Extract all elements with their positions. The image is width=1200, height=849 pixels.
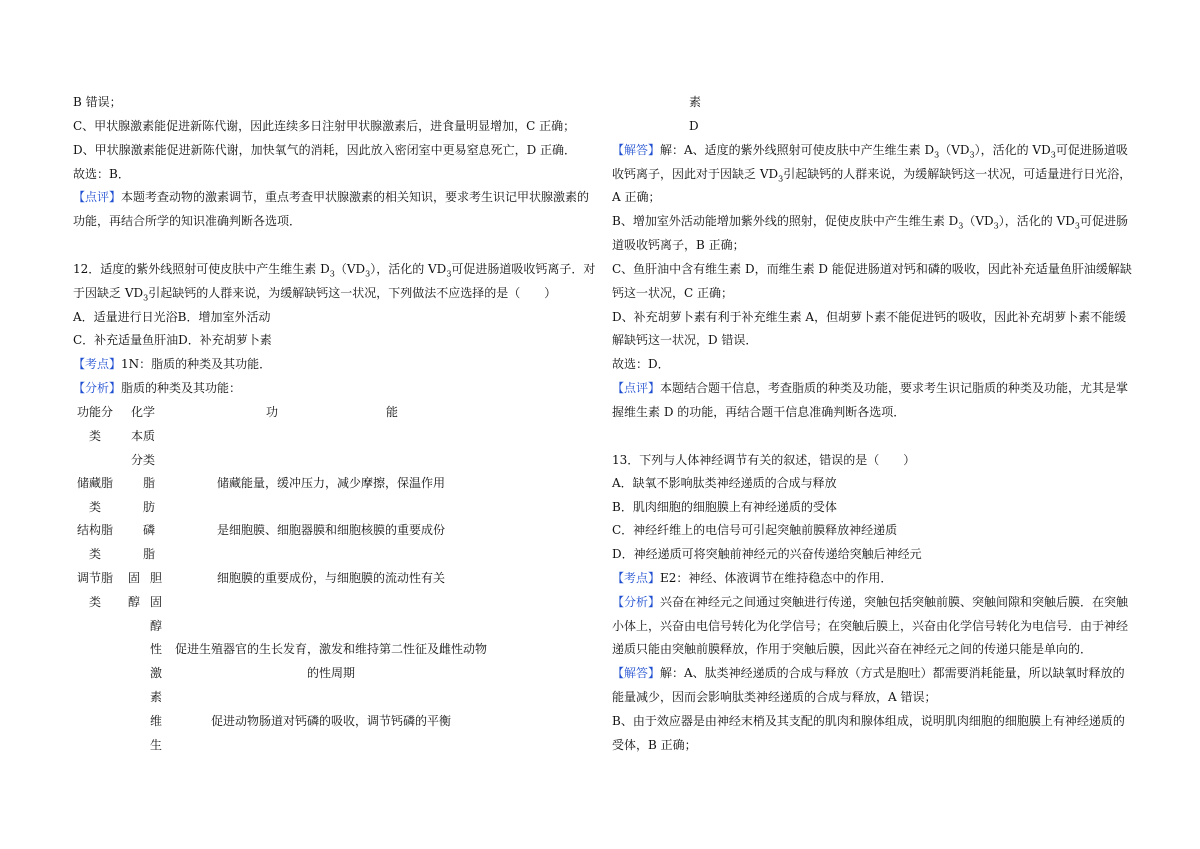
table-header-chemical: 化学 bbox=[131, 405, 156, 419]
prev-line-4: 故选：B． bbox=[73, 167, 130, 181]
jieda-13-line-4: 受体，B 正确； bbox=[612, 738, 697, 752]
jieda-12-line-4: B、增加室外活动能增加紫外线的照射，促使皮肤中产生维生素 $D_3(VD_3)$，活化的 $VD_3$可促进肠 bbox=[612, 214, 1128, 231]
question-13-option-c: C．神经纤维上的电信号可引起突触前膜释放神经递质 bbox=[612, 523, 898, 537]
table-row-sex-hormone: 性 bbox=[150, 642, 163, 656]
document-page: B 错误； C、甲状腺激素能促进新陈代谢，因此连续多日注射甲状腺激素后，进食量明显增加，C 正确； D、甲状腺激素能促进新陈代谢，加快氧气的消耗，因此放入密闭室中更易窒息死亡，D 正确． 故选：B． 【点评】本题考查动物的激素调节，重点考查甲状腺激素的相关知识，要求考生识记甲状腺激素的 功能，再结合所学的知识准确判断各选项． 12．适度的紫外线照射可使皮肤中产生维生素 $D_3(VD_3)$，活化的 $VD_3$可促进肠道吸收钙离子．对 于因缺乏 $VD_3$引起缺钙的人群来说，为缓解缺钙这一状况，下列做法不应选择的是（ ） A．适量进行日光浴B．增加室外活动 C．补充适量鱼肝油D．补充胡萝卜素 【考点】1N：脂质的种类及其功能． 【分析】脂质的种类及其功能： 功能分 类 化学 本质 分类 功 能 储藏脂 类 脂 肪 储藏能量，缓冲压力，减少摩擦，保温作用 结构脂 类 磷 脂 是细胞膜、细胞器膜和细胞核膜的重要成份 调节脂 类 固 醇 胆 固 醇 细胞膜的重要成份，与细胞膜的流动性有关 性 激 素 促进生殖器官的生长发育，激发和维持第二性征及雌性动物 的性周期 维 生 促进动物肠道对钙磷的吸收，调节钙磷的平衡 素 D 【解答】解：A、适度的紫外线照射可使皮肤中产生维生素 $D_3(VD_3)$，活化的 $VD_3$可促进肠道吸 收钙离子，因此对于因缺乏 $VD_3$引起缺钙的人群来说，为缓解缺钙这一状况，可适量进行日光浴， A 正确； B、增加室外活动能增加紫外线的照射，促使皮肤中产生维生素 $D_3(VD_3)$，活化的 $VD_3$可促进肠 道吸收钙离子，B 正确； C、鱼肝油中含有维生素 D，而维生素 D 能促进肠道对钙和磷的吸收，因此补充适量鱼肝油缓解缺 钙这一状况，C 正确； D、补充胡萝卜素有利于补充维生素 A，但胡萝卜素不能促进钙的吸收，因此补充胡萝卜素不能缓 解缺钙这一状况，D 错误． 故选：D． 【点评】本题结合题干信息，考查脂质的种类及功能，要求考生识记脂质的种类及功能，尤其是掌 握维生素 D 的功能，再结合题干信息准确判断各选项． 13．下列与人体神经调节有关的叙述，错误的是（ ） A．缺氧不影响肽类神经递质的合成与释放 B．肌肉细胞的细胞膜上有神经递质的受体 C．神经纤维上的电信号可引起突触前膜释放神经递质 D．神经递质可将突触前神经元的兴奋传递给突触后神经元 【考点】E2：神经、体液调节在维持稳态中的作用． 【分析】兴奋在神经元之间通过突触进行传递，突触包括突触前膜、突触间隙和突触后膜．在突触 小体上，兴奋由电信号转化为化学信号；在突触后膜上，兴奋由化学信号转化为电信号．由于神经 递质只能由突触前膜释放，作用于突触后膜，因此兴奋在神经元之间的传递只能是单向的． 【解答】解：A、肽类神经递质的合成与释放（方式是胞吐）都需要消耗能量，所以缺氧时释放的 能量减少，因而会影响肽类神经递质的合成与释放，A 错误； B、由于效应器是由神经末梢及其支配的肌肉和腺体组成，说明肌肉细胞的细胞膜上有神经递质的 受体，B 正确； bbox=[73, 95, 1132, 752]
jieda-12-line-8: D、补充胡萝卜素有利于补充维生素 A，但胡萝卜素不能促进钙的吸收，因此补充胡萝卜素不能缓 bbox=[612, 310, 1127, 324]
jieda-tag: 【解答】 bbox=[612, 666, 661, 680]
jieda-13-line-2: 能量减少，因而会影响肽类神经递质的合成与释放，A 错误； bbox=[612, 690, 937, 704]
jieda-12-line-7: 钙这一状况，C 正确； bbox=[612, 286, 733, 300]
question-13-option-d: D．神经递质可将突触前神经元的兴奋传递给突触后神经元 bbox=[612, 547, 922, 561]
table-continued-2: D bbox=[689, 119, 699, 133]
jieda-12-line-2: 收钙离子，因此对于因缺乏 $VD_3$引起缺钙的人群来说，为缓解缺钙这一状况，可适量进行日光浴， bbox=[612, 167, 1132, 184]
table-header-function: 功 bbox=[266, 405, 279, 419]
question-12-line-2: 于因缺乏 $VD_3$引起缺钙的人群来说，为缓解缺钙这一状况，下列做法不应选择的是（ ） bbox=[73, 286, 557, 303]
table-row-vitamin-d: 维 bbox=[150, 714, 163, 728]
question-12-line-1: 12．适度的紫外线照射可使皮肤中产生维生素 $D_3(VD_3)$，活化的 $VD_3$可促进肠道吸收钙离子．对 bbox=[73, 262, 596, 279]
jieda-12-line-9: 解缺钙这一状况，D 错误． bbox=[612, 333, 758, 347]
dianping-12: 【点评】本题结合题干信息，考查脂质的种类及功能，要求考生识记脂质的种类及功能，尤其是掌 bbox=[612, 381, 1129, 395]
fenxi-13-line-3: 递质只能由突触前膜释放，作用于突触后膜，因此兴奋在神经元之间的传递只能是单向的． bbox=[612, 642, 1093, 656]
table-header-function-type: 功能分 bbox=[77, 405, 114, 419]
jieda-12-line-1: 【解答】解：A、适度的紫外线照射可使皮肤中产生维生素 $D_3(VD_3)$，活化的 $VD_3$可促进肠道吸 bbox=[612, 143, 1128, 160]
fenxi-13: 【分析】兴奋在神经元之间通过突触进行传递，突触包括突触前膜、突触间隙和突触后膜．在突触 bbox=[612, 595, 1129, 609]
kaodian-tag: 【考点】 bbox=[73, 357, 122, 371]
dianping-tag: 【点评】 bbox=[73, 190, 122, 204]
jieda-13: 【解答】解：A、肽类神经递质的合成与释放（方式是胞吐）都需要消耗能量，所以缺氧时释放的 bbox=[612, 666, 1125, 680]
question-12-options-cd: C．补充适量鱼肝油D．补充胡萝卜素 bbox=[73, 333, 272, 347]
jieda-12-line-3: A 正确； bbox=[612, 190, 661, 204]
fenxi-tag: 【分析】 bbox=[612, 595, 661, 609]
question-13-option-b: B．肌肉细胞的细胞膜上有神经递质的受体 bbox=[612, 500, 837, 514]
question-13: 13．下列与人体神经调节有关的叙述，错误的是（ ） bbox=[612, 453, 916, 467]
kaodian-12: 【考点】1N：脂质的种类及其功能． bbox=[73, 357, 272, 371]
jieda-12-line-6: C、鱼肝油中含有维生素 D，而维生素 D 能促进肠道对钙和磷的吸收，因此补充适量鱼肝油缓解缺 bbox=[612, 262, 1132, 276]
kaodian-tag: 【考点】 bbox=[612, 571, 661, 585]
dianping-12-line-2: 握维生素 D 的功能，再结合题干信息准确判断各选项． bbox=[612, 405, 906, 419]
jieda-tag: 【解答】 bbox=[612, 143, 661, 157]
prev-line-3: D、甲状腺激素能促进新陈代谢，加快氧气的消耗，因此放入密闭室中更易窒息死亡，D 正确． bbox=[73, 143, 577, 157]
jieda-12-answer: 故选：D． bbox=[612, 357, 670, 371]
jieda-13-line-3: B、由于效应器是由神经末梢及其支配的肌肉和腺体组成，说明肌肉细胞的细胞膜上有神经递质的 bbox=[612, 714, 1125, 728]
question-13-option-a: A．缺氧不影响肽类神经递质的合成与释放 bbox=[612, 476, 837, 490]
table-row-regulation: 调节脂 bbox=[77, 571, 114, 585]
dianping-11-line-2: 功能，再结合所学的知识准确判断各选项． bbox=[73, 214, 302, 228]
table-continued-1: 素 bbox=[689, 95, 702, 109]
kaodian-13: 【考点】E2：神经、体液调节在维持稳态中的作用． bbox=[612, 571, 893, 585]
jieda-12-line-5: 道吸收钙离子，B 正确； bbox=[612, 238, 745, 252]
question-12-options-ab: A．适量进行日光浴B．增加室外活动 bbox=[73, 310, 271, 324]
fenxi-13-line-2: 小体上，兴奋由电信号转化为化学信号；在突触后膜上，兴奋由化学信号转化为电信号．由于神经 bbox=[612, 619, 1129, 633]
fenxi-12: 【分析】脂质的种类及其功能： bbox=[73, 381, 242, 395]
fenxi-tag: 【分析】 bbox=[73, 381, 122, 395]
table-row-structure: 结构脂 bbox=[77, 523, 114, 537]
prev-line-1: B 错误； bbox=[73, 95, 122, 109]
prev-line-2: C、甲状腺激素能促进新陈代谢，因此连续多日注射甲状腺激素后，进食量明显增加，C 正确； bbox=[73, 119, 576, 133]
table-row-storage: 储藏脂 bbox=[77, 476, 114, 490]
dianping-11 bbox=[73, 189, 589, 205]
dianping-text: 本题考查动物的激素调节，重点考查甲状腺激素的相关知识，要求考生识记甲状腺激素的 bbox=[121, 190, 590, 204]
dianping-tag: 【点评】 bbox=[612, 381, 661, 395]
